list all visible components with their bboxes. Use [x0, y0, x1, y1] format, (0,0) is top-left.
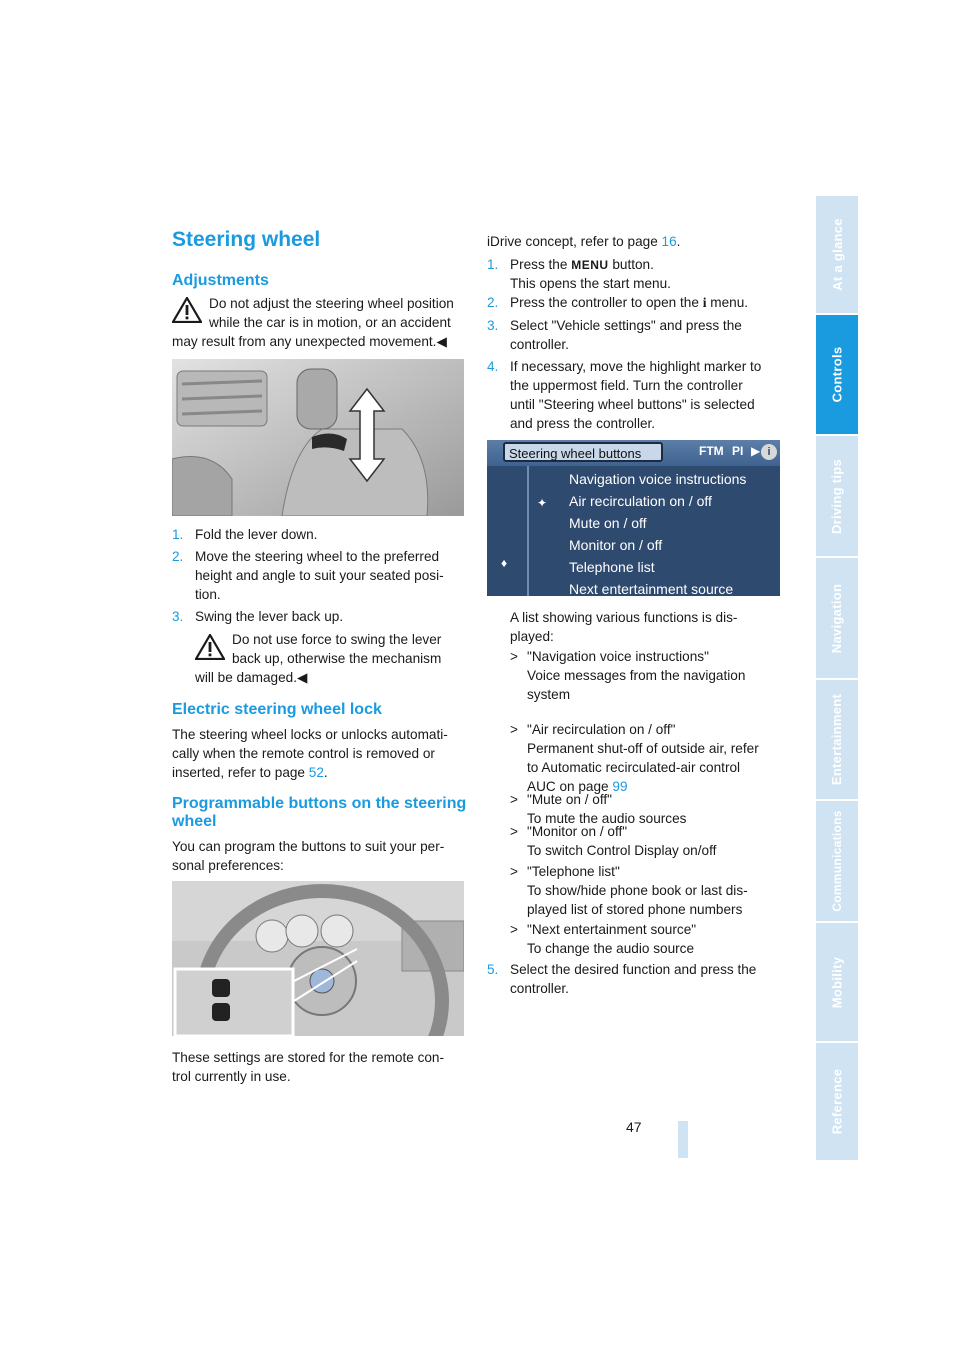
nav-tab-driving-tips[interactable]: Driving tips — [816, 436, 858, 556]
scroll-arrow-icon: ♦ — [501, 556, 508, 570]
info-i-icon: i — [761, 444, 777, 460]
pi-tab[interactable]: PI — [732, 444, 744, 458]
stored-line-1: These settings are stored for the remote con- — [172, 1050, 445, 1065]
screen-item-monitor[interactable]: Monitor on / off — [569, 537, 663, 553]
idrive-screen — [487, 440, 780, 596]
screen-item-entertainment[interactable]: Next entertainment source — [569, 581, 734, 596]
side-navigation — [816, 196, 858, 1160]
page-title: Steering wheel — [172, 228, 321, 251]
adjust-warning-line-3: may result from any unexpected movement.◀ — [172, 334, 447, 349]
ftm-tab[interactable]: FTM — [699, 444, 724, 458]
lever-warning-line-1: Do not use force to swing the lever — [232, 632, 442, 647]
lock-line-2: cally when the remote control is removed or — [172, 746, 435, 761]
adjust-warning-line-1: Do not adjust the steering wheel position — [209, 296, 454, 311]
bullet-mute: > "Mute on / off" To mute the audio sources — [510, 792, 687, 826]
warning-triangle-icon — [195, 634, 225, 660]
nav-tab-communications[interactable]: Communications — [816, 801, 858, 921]
nav-tab-controls[interactable]: Controls — [816, 315, 858, 434]
lever-warning-line-3: will be damaged.◀ — [195, 670, 308, 685]
nav-tab-at-a-glance[interactable]: At a glance — [816, 196, 858, 313]
arrow-right-icon: ▶ — [751, 444, 761, 458]
right-step-4: 4. If necessary, move the highlight marker to the uppermost field. Turn the controller until "Steering wheel buttons" is selected and press the controller. — [487, 359, 762, 431]
warning-triangle-icon — [172, 297, 202, 323]
programmable-heading-line-2: wheel — [172, 813, 217, 830]
bullet-air: > "Air recirculation on / off" Permanent shut-off of outside air, refer to Automatic recirculated-air control AUC on page 99 — [510, 722, 759, 794]
bullet-navigation: > "Navigation voice instructions" Voice messages from the navigation system — [510, 649, 746, 702]
nav-tab-mobility[interactable]: Mobility — [816, 923, 858, 1041]
page-number: 47 — [626, 1119, 642, 1135]
lock-line-3: inserted, refer to page 52. — [172, 765, 328, 780]
bullet-telephone: > "Telephone list" To show/hide phone book or last dis- played list of stored phone numbers — [510, 864, 748, 917]
lock-line-1: The steering wheel locks or unlocks automati- — [172, 727, 448, 742]
steering-wheel-buttons-tab[interactable]: Steering wheel buttons — [503, 442, 663, 462]
page-link-16[interactable]: 16 — [661, 234, 677, 249]
list-intro-line-1: A list showing various functions is dis- — [510, 610, 738, 625]
page-link-99[interactable]: 99 — [612, 779, 628, 794]
lever-warning-line-2: back up, otherwise the mechanism — [232, 651, 442, 666]
screen-item-telephone[interactable]: Telephone list — [569, 559, 655, 575]
screen-item-mute[interactable]: Mute on / off — [569, 515, 647, 531]
idrive-reference: iDrive concept, refer to page 16. — [487, 234, 681, 249]
lock-heading: Electric steering wheel lock — [172, 701, 382, 718]
programmable-heading-line-1: Programmable buttons on the steering — [172, 795, 467, 812]
nav-tab-navigation[interactable]: Navigation — [816, 558, 858, 678]
nav-tab-entertainment[interactable]: Entertainment — [816, 680, 858, 799]
bullet-monitor: > "Monitor on / off" To switch Control Display on/off — [510, 824, 717, 858]
prog-line-2: sonal preferences: — [172, 858, 284, 873]
screen-item-navigation[interactable]: Navigation voice instructions — [569, 471, 747, 487]
adjust-warning-line-2: while the car is in motion, or an accident — [209, 315, 451, 330]
right-step-3: 3. Select "Vehicle settings" and press the controller. — [487, 318, 742, 352]
nav-tab-reference[interactable]: Reference — [816, 1043, 858, 1160]
screen-item-air[interactable]: Air recirculation on / off — [569, 493, 712, 509]
left-step-2: 2. Move the steering wheel to the preferred height and angle to suit your seated posi- tion. — [172, 549, 444, 602]
adjustments-heading: Adjustments — [172, 272, 269, 289]
list-intro-line-2: played: — [510, 629, 554, 644]
prog-line-1: You can program the buttons to suit your per- — [172, 839, 445, 854]
right-step-5: 5. Select the desired function and press the controller. — [487, 962, 757, 996]
info-i-icon: i — [702, 295, 707, 310]
bullet-entertainment: > "Next entertainment source" To change the audio source — [510, 922, 697, 956]
page-number-bar — [678, 1121, 688, 1158]
steering-wheel-buttons-photo — [172, 881, 464, 1036]
menu-button-label: MENU — [571, 258, 609, 272]
marker-icon: ✦ — [537, 496, 548, 510]
page-link-52[interactable]: 52 — [308, 765, 324, 780]
stored-line-2: trol currently in use. — [172, 1069, 291, 1084]
right-step-1: 1. Press the MENU button. This opens the start menu. — [487, 257, 671, 291]
steering-lever-photo — [172, 359, 464, 516]
